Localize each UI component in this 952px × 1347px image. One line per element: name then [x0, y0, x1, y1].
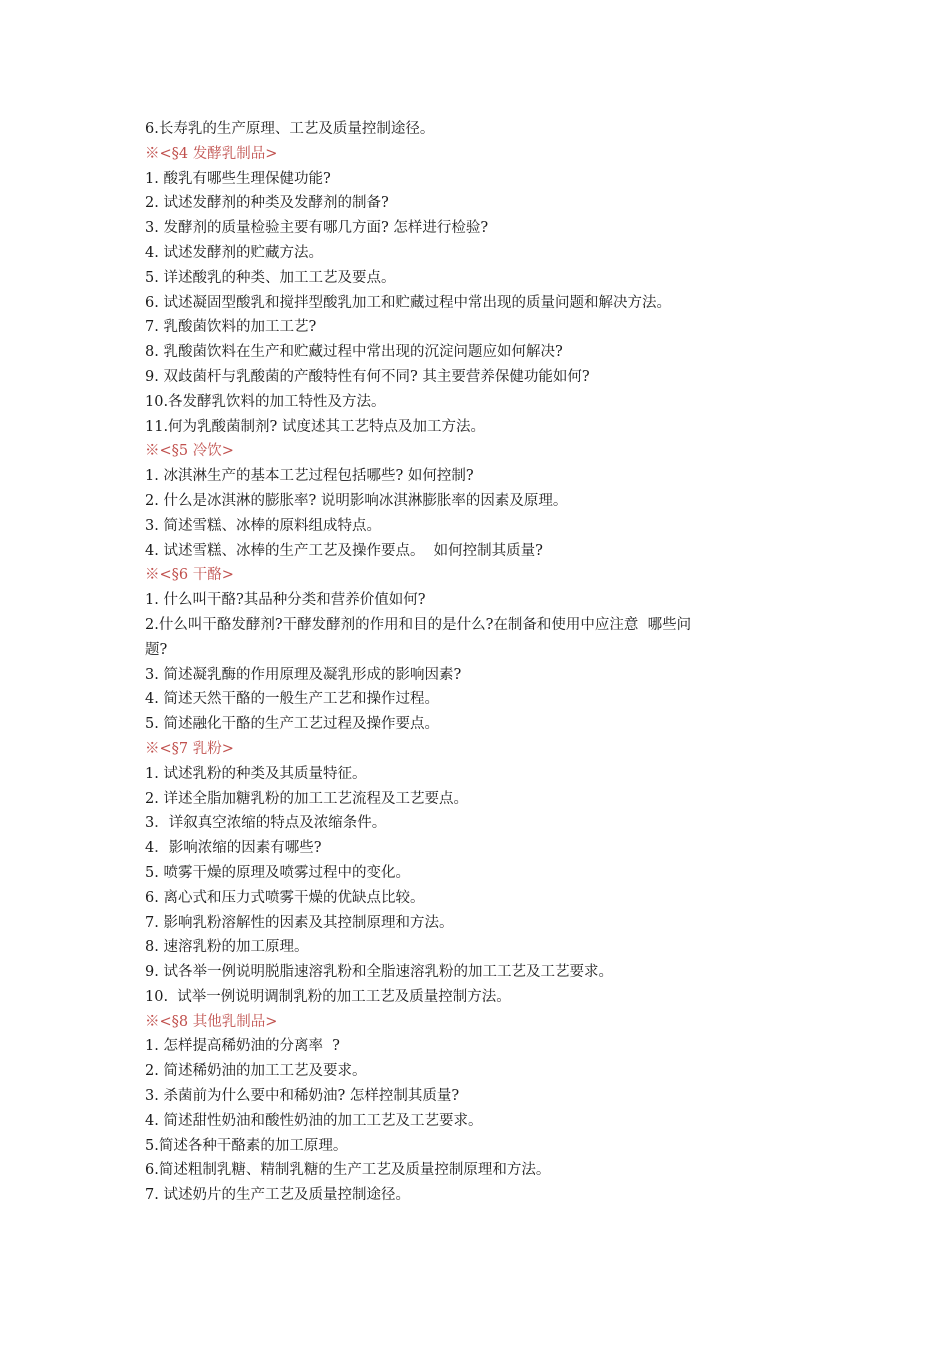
- question-item: 4．影响浓缩的因素有哪些?: [145, 840, 322, 857]
- section-heading: ※<§7 乳粉>: [145, 740, 234, 757]
- question-item: 6. 试述凝固型酸乳和搅拌型酸乳加工和贮藏过程中常出现的质量问题和解决方法。: [145, 294, 671, 311]
- question-item: 1. 冰淇淋生产的基本工艺过程包括哪些? 如何控制?: [145, 468, 474, 485]
- question-item: 11.何为乳酸菌制剂? 试度述其工艺特点及加工方法。: [145, 418, 485, 435]
- section-heading: ※<§6 干酪>: [145, 567, 234, 584]
- question-item: 9. 试各举一例说明脱脂速溶乳粉和全脂速溶乳粉的加工工艺及工艺要求。: [145, 964, 613, 981]
- question-item: 5.简述各种干酪素的加工原理。: [145, 1137, 348, 1154]
- section-heading: ※<§5 冷饮>: [145, 443, 234, 460]
- document-page: [145, 117, 815, 1208]
- question-item: 10.各发酵乳饮料的加工特性及方法。: [145, 393, 386, 410]
- question-item: 1. 试述乳粉的种类及其质量特征。: [145, 765, 367, 782]
- question-item: 6.简述粗制乳糖、精制乳糖的生产工艺及质量控制原理和方法。: [145, 1162, 551, 1179]
- question-item: 4. 试述发酵剂的贮藏方法。: [145, 244, 323, 261]
- question-item: 7. 乳酸菌饮料的加工工艺?: [145, 319, 317, 336]
- question-item: 7. 试述奶片的生产工艺及质量控制途径。: [145, 1187, 410, 1204]
- section-heading: ※<§8 其他乳制品>: [145, 1013, 278, 1030]
- question-item: 5. 喷雾干燥的原理及喷雾过程中的变化。: [145, 864, 410, 881]
- question-item: 8. 速溶乳粉的加工原理。: [145, 939, 309, 956]
- question-item: 1. 怎样提高稀奶油的分离率 ?: [145, 1038, 340, 1055]
- question-item: 2.什么叫干酪发酵剂?干酵发酵剂的作用和目的是什么?在制备和使用中应注意 哪些问: [145, 616, 692, 633]
- question-item: 3. 发酵剂的质量检验主要有哪几方面? 怎样进行检验?: [145, 220, 489, 237]
- question-item: 4. 试述雪糕、冰棒的生产工艺及操作要点。 如何控制其质量?: [145, 542, 543, 559]
- question-item: 7. 影响乳粉溶解性的因素及其控制原理和方法。: [145, 914, 454, 931]
- question-item: 8. 乳酸菌饮料在生产和贮藏过程中常出现的沉淀问题应如何解决?: [145, 344, 563, 361]
- section-heading: ※<§4 发酵乳制品>: [145, 145, 278, 162]
- question-item: 6. 离心式和压力式喷雾干燥的优缺点比较。: [145, 889, 425, 906]
- question-item: 10. 试举一例说明调制乳粉的加工工艺及质量控制方法。: [145, 988, 511, 1005]
- question-item: 4. 简述天然干酪的一般生产工艺和操作过程。: [145, 691, 439, 708]
- question-item: 2. 什么是冰淇淋的膨胀率? 说明影响冰淇淋膨胀率的因素及原理。: [145, 492, 568, 509]
- question-item: 1. 什么叫干酪?其品种分类和营养价值如何?: [145, 592, 426, 609]
- question-item: 9. 双歧菌杆与乳酸菌的产酸特性有何不同? 其主要营养保健功能如何?: [145, 368, 590, 385]
- question-item: 4. 简述甜性奶油和酸性奶油的加工工艺及工艺要求。: [145, 1112, 483, 1129]
- question-list: [145, 117, 815, 1208]
- question-item: 5. 简述融化干酪的生产工艺过程及操作要点。: [145, 716, 439, 733]
- question-item: 3. 杀菌前为什么要中和稀奶油? 怎样控制其质量?: [145, 1088, 460, 1105]
- question-item: 6.长寿乳的生产原理、工艺及质量控制途径。: [145, 121, 435, 137]
- question-item: 3. 简述雪糕、冰棒的原料组成特点。: [145, 517, 381, 534]
- question-item: 2. 试述发酵剂的种类及发酵剂的制备?: [145, 195, 389, 212]
- question-item: 1. 酸乳有哪些生理保健功能?: [145, 170, 331, 187]
- question-item: 5. 详述酸乳的种类、加工工艺及要点。: [145, 269, 396, 286]
- question-item: 2. 详述全脂加糖乳粉的加工工艺流程及工艺要点。: [145, 790, 468, 807]
- question-item: 3．详叙真空浓缩的特点及浓缩条件。: [145, 815, 387, 832]
- question-item: 题?: [145, 641, 168, 658]
- question-item: 3. 简述凝乳酶的作用原理及凝乳形成的影响因素?: [145, 666, 462, 683]
- question-item: 2. 简述稀奶油的加工工艺及要求。: [145, 1063, 367, 1080]
